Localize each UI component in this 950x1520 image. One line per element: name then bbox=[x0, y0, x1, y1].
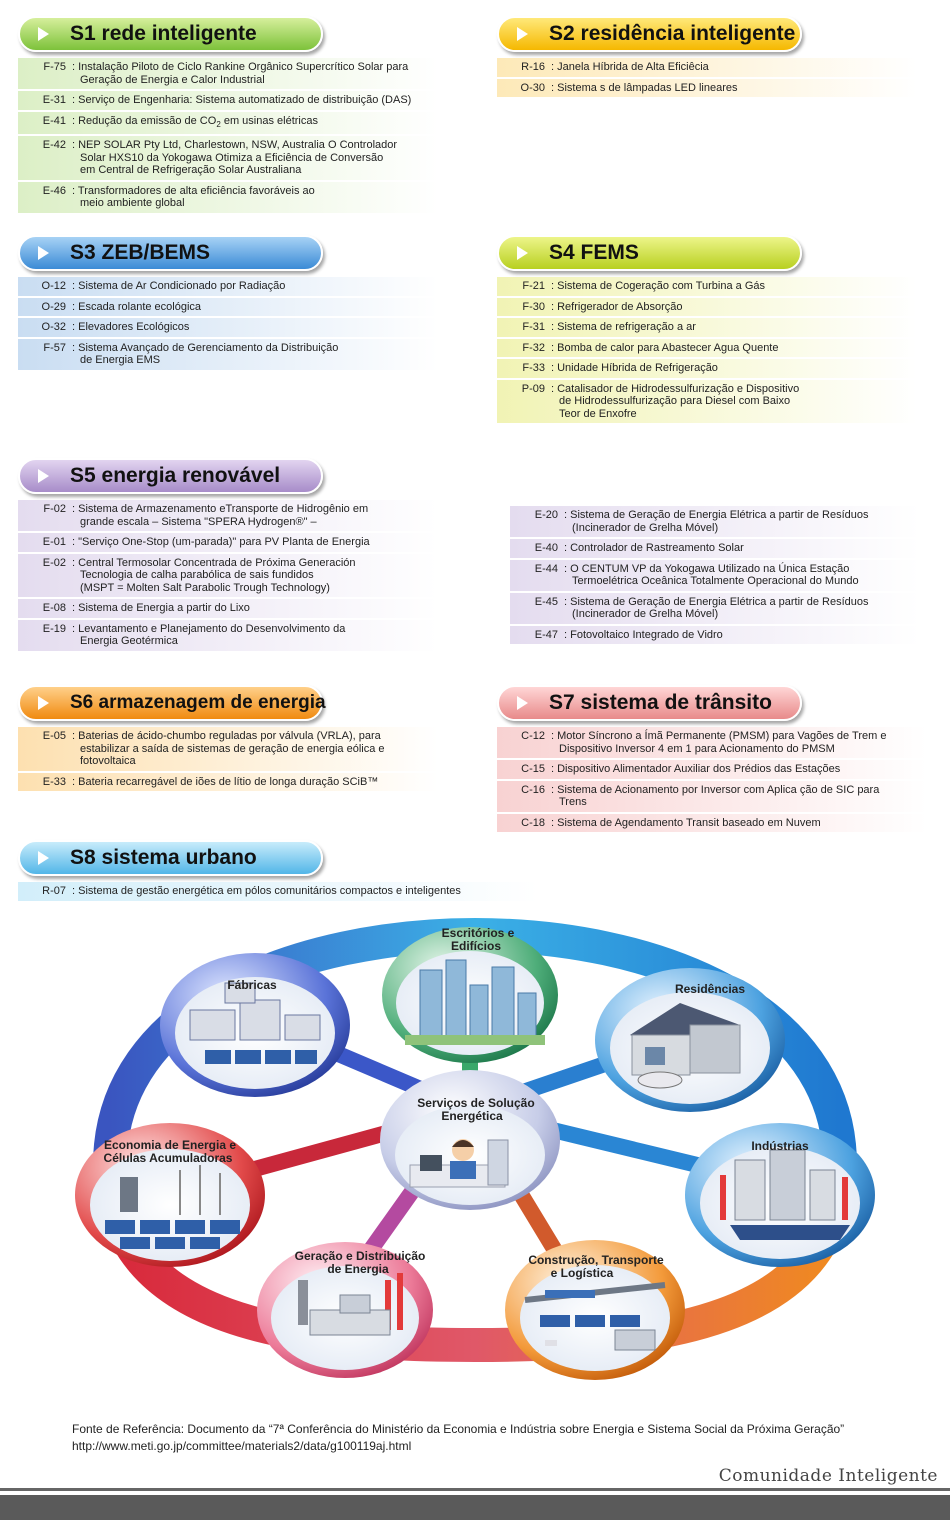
item-text: : Levantamento e Planejamento do Desenvolvimento da Energia Geotérmica bbox=[72, 622, 346, 647]
list-item bbox=[510, 593, 920, 624]
item-text: : Sistema de Energia a partir do Lixo bbox=[72, 602, 250, 614]
list-item bbox=[497, 58, 917, 77]
item-code: O-12 bbox=[41, 280, 66, 292]
reference-source bbox=[72, 1421, 844, 1455]
item-code: E-33 bbox=[42, 775, 66, 788]
list-item bbox=[497, 380, 917, 424]
item-text: : Fotovoltaico Integrado de Vidro bbox=[564, 628, 723, 641]
item-text: : Sistema de Geração de Energia Elétrica a partir de Resíduos (Incinerador de Grelha Móvel) bbox=[564, 509, 869, 534]
item-text: : Controlador de Rastreamento Solar bbox=[564, 542, 744, 554]
item-text: : Sistema Avançado de Gerenciamento da Distribuição de Energia EMS bbox=[72, 341, 339, 366]
item-text: : Serviço de Engenharia: Sistema automatizado de distribuição (DAS) bbox=[72, 94, 412, 106]
list-item bbox=[18, 58, 438, 89]
list-item bbox=[497, 814, 927, 833]
item-text: : Refrigerador de Absorção bbox=[551, 300, 683, 313]
item-code: P-09 bbox=[521, 382, 545, 395]
list-item bbox=[497, 760, 927, 779]
list-item bbox=[497, 277, 917, 296]
item-code: O-32 bbox=[41, 321, 66, 333]
list-item bbox=[18, 599, 438, 618]
item-code: F-21 bbox=[522, 280, 545, 292]
label-storage-2: Células Acumuladoras bbox=[103, 1151, 233, 1165]
node-offices bbox=[382, 926, 558, 1063]
section-s2 bbox=[497, 16, 917, 99]
arrow-icon bbox=[38, 469, 49, 483]
item-code: E-40 bbox=[534, 542, 558, 554]
item-text: : Transformadores de alta eficiência favoráveis ao meio ambiente global bbox=[72, 184, 315, 210]
list-item bbox=[497, 781, 927, 812]
arrow-icon bbox=[517, 696, 528, 710]
section-header-s4 bbox=[497, 235, 802, 271]
item-code: E-45 bbox=[534, 595, 558, 608]
list-item bbox=[18, 182, 438, 213]
smart-community-diagram bbox=[0, 915, 950, 1410]
arrow-icon bbox=[517, 27, 528, 41]
list-item bbox=[510, 560, 920, 591]
section-s5 bbox=[18, 458, 438, 653]
list-item bbox=[510, 506, 920, 537]
section-title: S1 rede inteligente bbox=[70, 22, 257, 45]
item-text: : Sistema de Agendamento Transit baseado em Nuvem bbox=[551, 816, 821, 829]
node-industries bbox=[685, 1123, 875, 1267]
list-item bbox=[510, 626, 920, 645]
item-code: R-07 bbox=[42, 885, 66, 897]
item-code: C-15 bbox=[521, 763, 545, 775]
item-list bbox=[18, 882, 538, 901]
item-text: : Sistema de Geração de Energia Elétrica a partir de Resíduos (Incinerador de Grelha Móvel) bbox=[564, 595, 869, 620]
section-title: S5 energia renovável bbox=[70, 464, 281, 487]
item-code: E-20 bbox=[534, 509, 558, 521]
item-code: O-29 bbox=[41, 300, 66, 313]
item-code: E-31 bbox=[42, 94, 66, 106]
item-code: E-41 bbox=[42, 114, 66, 127]
item-code: E-42 bbox=[42, 139, 66, 152]
item-text: : Unidade Híbrida de Refrigeração bbox=[551, 362, 718, 374]
list-item bbox=[18, 620, 438, 651]
item-text: : Sistema de Cogeração com Turbina a Gás bbox=[551, 280, 765, 292]
item-code: F-02 bbox=[43, 503, 66, 515]
list-item bbox=[497, 727, 927, 758]
arrow-icon bbox=[517, 246, 528, 260]
item-list bbox=[18, 500, 438, 651]
item-list bbox=[510, 506, 920, 644]
item-code: F-57 bbox=[43, 341, 66, 354]
list-item bbox=[18, 554, 438, 598]
item-text: : Baterias de ácido-chumbo reguladas por válvula (VRLA), para estabilizar a saída de sistemas de geração de energia eólica e fotovoltaica bbox=[72, 730, 385, 767]
list-item bbox=[18, 533, 438, 552]
item-code: E-02 bbox=[42, 556, 66, 569]
arrow-icon bbox=[38, 696, 49, 710]
item-text: : Catalisador de Hidrodessulfurização e Dispositivo de Hidrodessulfurização para Diesel com Baixo Teor de Enxofre bbox=[551, 382, 800, 420]
item-text: : Bomba de calor para Abastecer Agua Quente bbox=[551, 341, 779, 354]
item-list bbox=[497, 277, 917, 423]
node-generation bbox=[257, 1242, 433, 1378]
item-text: : Elevadores Ecológicos bbox=[72, 321, 190, 333]
node-homes bbox=[595, 968, 785, 1112]
section-header-s3 bbox=[18, 235, 323, 271]
item-list bbox=[18, 727, 438, 791]
list-item bbox=[18, 339, 438, 370]
item-code: E-05 bbox=[42, 730, 66, 742]
item-list bbox=[18, 277, 438, 370]
item-code: E-46 bbox=[42, 184, 66, 197]
label-offices-1: Escritórios e bbox=[441, 926, 515, 940]
label-construction-1: Construção, Transporte bbox=[528, 1253, 664, 1267]
section-s5-right bbox=[510, 500, 920, 646]
section-header-s2 bbox=[497, 16, 802, 52]
item-text: : Redução da emissão de $CO_2$ em usinas elétricas bbox=[72, 114, 318, 129]
item-text: : Sistema de refrigeração a ar bbox=[551, 321, 696, 333]
brand-title: Comunidade Inteligente bbox=[718, 1466, 938, 1486]
list-item bbox=[497, 339, 917, 358]
list-item bbox=[18, 773, 438, 792]
list-item bbox=[18, 500, 438, 531]
item-text: : Dispositivo Alimentador Auxiliar dos Prédios das Estações bbox=[551, 763, 841, 775]
item-text: : Instalação Piloto de Ciclo Rankine Orgânico Supercrítico Solar para Geração de Energia e Calor Industrial bbox=[72, 61, 409, 86]
item-text: : Sistema de Armazenamento eTransporte de Hidrogênio em grande escala – Sistema "SPERA Hydrogen®" – bbox=[72, 503, 369, 528]
label-storage-1: Economia de Energia e bbox=[103, 1138, 237, 1152]
item-text: : "Serviço One-Stop (um-parada)" para PV Planta de Energia bbox=[72, 536, 370, 548]
footer-divider bbox=[0, 1488, 950, 1491]
item-text: : Janela Híbrida de Alta Eficiêcia bbox=[551, 61, 709, 73]
section-title: S8 sistema urbano bbox=[70, 846, 257, 869]
arrow-icon bbox=[38, 851, 49, 865]
label-center-1: Serviços de Solução bbox=[417, 1096, 535, 1110]
label-generation-1: Geração e Distribuição bbox=[294, 1249, 426, 1263]
list-item bbox=[497, 79, 917, 98]
footer-band bbox=[0, 1495, 950, 1520]
list-item bbox=[497, 359, 917, 378]
section-title: S7 sistema de trânsito bbox=[549, 691, 772, 714]
list-item bbox=[18, 318, 438, 337]
label-factories: Fábricas bbox=[227, 978, 277, 992]
item-text: : Sistema de gestão energética em pólos comunitários compactos e inteligentes bbox=[72, 885, 461, 897]
list-item bbox=[18, 882, 538, 901]
item-text: : Escada rolante ecológica bbox=[72, 300, 202, 313]
item-code: R-16 bbox=[521, 61, 545, 73]
list-item bbox=[18, 277, 438, 296]
item-code: E-01 bbox=[42, 536, 66, 548]
item-code: F-31 bbox=[522, 321, 545, 333]
list-item bbox=[18, 298, 438, 317]
item-text: : Sistema de Ar Condicionado por Radiação bbox=[72, 280, 286, 292]
label-offices-2: Edifícios bbox=[450, 939, 502, 953]
label-industries: Indústrias bbox=[751, 1139, 809, 1153]
list-item bbox=[18, 727, 438, 771]
label-generation-2: de Energia bbox=[327, 1262, 389, 1276]
section-s4 bbox=[497, 235, 917, 425]
section-title: S3 ZEB/BEMS bbox=[70, 241, 211, 264]
section-header-s8 bbox=[18, 840, 323, 876]
arrow-icon bbox=[38, 27, 49, 41]
item-code: F-32 bbox=[522, 341, 545, 354]
list-item bbox=[497, 318, 917, 337]
section-s8 bbox=[18, 840, 538, 903]
section-header-s1 bbox=[18, 16, 323, 52]
section-s6 bbox=[18, 685, 438, 793]
section-title: S4 FEMS bbox=[549, 241, 639, 264]
item-text: : Sistema s de lâmpadas LED lineares bbox=[551, 81, 738, 94]
item-code: E-44 bbox=[534, 562, 558, 575]
section-s3 bbox=[18, 235, 438, 372]
item-code: F-33 bbox=[522, 362, 545, 374]
item-code: F-75 bbox=[43, 61, 66, 73]
section-header-s5 bbox=[18, 458, 323, 494]
item-code: E-19 bbox=[42, 622, 66, 635]
item-list bbox=[497, 58, 917, 97]
item-text: : Motor Síncrono a Ímã Permanente (PMSM) para Vagões de Trem e Dispositivo Inversor 4 em 1 para Acionamento do PMSM bbox=[551, 730, 887, 755]
section-header-s7 bbox=[497, 685, 802, 721]
list-item bbox=[18, 91, 438, 110]
item-list bbox=[497, 727, 927, 832]
item-code: F-30 bbox=[522, 300, 545, 313]
section-s7 bbox=[497, 685, 927, 834]
list-item bbox=[497, 298, 917, 317]
item-text: : Bateria recarregável de iões de lítio de longa duração SCiB™ bbox=[72, 775, 379, 788]
node-construction bbox=[505, 1240, 685, 1380]
item-text: : NEP SOLAR Pty Ltd, Charlestown, NSW, Australia O Controlador Solar HXS10 da Yokogawa Otimiza a Eficiência de Conversão em Central de Refrigeração Solar Australiana bbox=[72, 139, 398, 177]
label-construction-2: e Logística bbox=[550, 1266, 614, 1280]
item-list bbox=[18, 58, 438, 213]
label-center-2: Energética bbox=[441, 1109, 503, 1123]
node-storage bbox=[75, 1123, 265, 1267]
item-code: O-30 bbox=[520, 81, 545, 94]
reference-url[interactable]: http://www.meti.go.jp/committee/materials2/data/g100119aj.html bbox=[72, 1439, 412, 1453]
node-energy-solution-services bbox=[380, 1070, 560, 1210]
node-factories bbox=[160, 953, 350, 1097]
section-header-s6 bbox=[18, 685, 326, 721]
section-title: S6 armazenagem de energia bbox=[70, 692, 326, 713]
item-code: E-08 bbox=[42, 602, 66, 614]
reference-text: Fonte de Referência: Documento da “7ª Conferência do Ministério da Economia e Indústria sobre Energia e Sistema Social da Próxima Geração” bbox=[72, 1422, 845, 1436]
item-code: E-47 bbox=[534, 628, 558, 641]
section-title: S2 residência inteligente bbox=[549, 22, 796, 45]
list-item bbox=[18, 112, 438, 135]
list-item bbox=[510, 539, 920, 558]
item-code: C-12 bbox=[521, 730, 545, 742]
item-text: : Central Termosolar Concentrada de Próxima Generación Tecnologia de calha parabólica de sais fundidos (MSPT = Molten Salt Parabolic Trough Technology) bbox=[72, 556, 356, 594]
item-code: C-16 bbox=[521, 783, 545, 796]
list-item bbox=[18, 136, 438, 180]
item-code: C-18 bbox=[521, 816, 545, 829]
section-s1 bbox=[18, 16, 438, 215]
arrow-icon bbox=[38, 246, 49, 260]
item-text: : O CENTUM VP da Yokogawa Utilizado na Única Estação Termoelétrica Oceânica Totalmente Operacional do Mundo bbox=[564, 562, 859, 587]
label-homes: Residências bbox=[674, 982, 746, 996]
item-text: : Sistema de Acionamento por Inversor com Aplica ção de SIC para Trens bbox=[551, 783, 880, 808]
solar-panels-illustration bbox=[205, 1050, 317, 1064]
